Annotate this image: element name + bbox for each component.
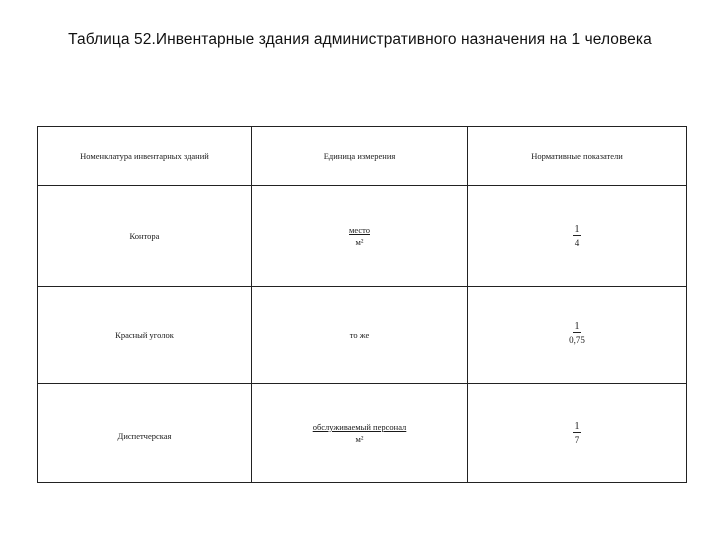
norm-numerator: 1 xyxy=(574,223,580,235)
norm-cell xyxy=(468,287,687,384)
building-name-cell xyxy=(38,384,252,483)
unit-fraction xyxy=(312,422,408,444)
unit-same-text: то же xyxy=(349,330,370,340)
norm-cell xyxy=(468,186,687,287)
page-title: Таблица 52.Инвентарные здания административного назначения на 1 человека xyxy=(68,31,652,48)
fraction-bar xyxy=(573,432,581,433)
norm-fraction xyxy=(569,321,585,346)
unit-cell xyxy=(252,384,468,483)
norm-fraction xyxy=(573,224,581,249)
header-cell-unit xyxy=(252,127,468,186)
unit-denominator: м² xyxy=(355,433,364,444)
norm-denominator: 7 xyxy=(574,435,580,446)
building-name: Контора xyxy=(129,231,160,241)
norm-denominator: 4 xyxy=(574,238,580,249)
fraction-bar xyxy=(573,332,581,333)
unit-denominator: м² xyxy=(355,236,364,247)
header-label: Номенклатура инвентарных зданий xyxy=(80,151,209,161)
norm-fraction xyxy=(573,421,581,446)
norm-numerator: 1 xyxy=(574,320,580,332)
unit-cell xyxy=(252,186,468,287)
table-header-row xyxy=(38,127,687,186)
header-cell-norm xyxy=(468,127,687,186)
norm-denominator: 0,75 xyxy=(569,335,585,346)
building-name: Красный уголок xyxy=(115,330,174,340)
inventory-table xyxy=(37,126,687,483)
unit-fraction xyxy=(348,225,371,247)
header-label: Нормативные показатели xyxy=(531,151,623,161)
norm-cell xyxy=(468,384,687,483)
unit-cell xyxy=(252,287,468,384)
unit-numerator: обслуживаемый персонал xyxy=(312,421,407,432)
building-name-cell xyxy=(38,287,252,384)
table-row xyxy=(38,287,687,384)
unit-numerator: место xyxy=(349,224,370,235)
building-name: Диспетчерская xyxy=(117,431,172,441)
norm-numerator: 1 xyxy=(574,420,580,432)
building-name-cell xyxy=(38,186,252,287)
table-row xyxy=(38,384,687,483)
header-label: Единица измерения xyxy=(323,151,396,161)
fraction-bar xyxy=(573,235,581,236)
table-row xyxy=(38,186,687,287)
header-cell-nomenclature xyxy=(38,127,252,186)
